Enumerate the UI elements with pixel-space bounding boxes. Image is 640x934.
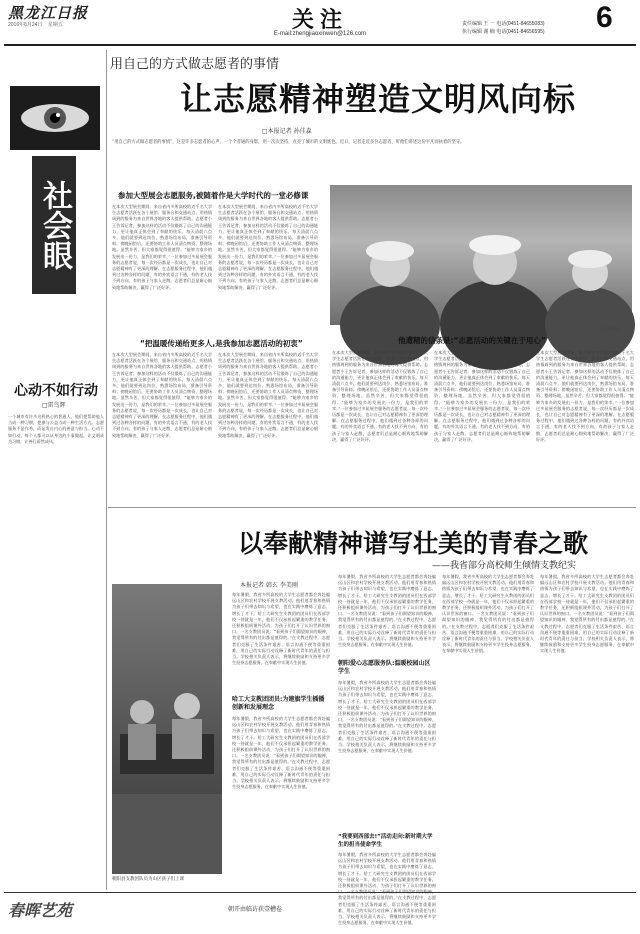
story2-headline: 以奉献精神谱写壮美的青春之歌	[238, 529, 589, 558]
story2-subtitle: ——我省部分高校师生倾情支教纪实	[432, 561, 577, 571]
volunteers-photo-icon	[330, 185, 632, 325]
issue-weekday: 星期五	[47, 22, 63, 28]
footer-rule	[4, 892, 636, 893]
story1-photo-caption: 他遭精的信条是:“志愿活动的关键在于用心”	[398, 336, 546, 345]
story2-col-b: 每年暑假，我省多所高校的大学生志愿者都会奔赴偏远山区和农村学校开展支教活动。他们用青春和热情为孩子们带去知识与希望，也在实践中磨炼了意志、增长了才干。哈工大研究生支教团的团员们在西部学校一待就是一年，他们不仅承担起繁重的教学任务，还积极组织课外活动，为孩子们打开了认识世界的窗口。一名支教团员说：“看到孩子们渴望知识的眼神，我觉得所有的付出都是值得的。”在支教过程中，志愿者们克服了生活条件艰苦、语言沟通不便等重重困难，用自己的实际行动诠释了新时代青年的责任与担当。学校相关负责人表示，将继续鼓励和支持更多学生投身志愿服务，在奉献中实现人生价值。	[338, 574, 436, 648]
editor-credits: 责任编辑 王 一 电话(0451-84655083) 执行编辑 谢 楠 电话(0451-84656595)	[462, 21, 545, 35]
story1-col-c: 在本次大型展会期间，来自省内多所高校的近千名大学生志愿者活跃在各个展馆、服务台和交通站点，用热情周到的服务为来自世界各地的客人提供帮助。志愿者小王告诉记者，参加这样的活动不仅锻炼了自己的沟通能力，更让他真正体会到了奉献的快乐。每天清晨六点多，他们就要到达岗位，熟悉场馆布局，准备引导资料；傍晚闭馆后，还要协助工作人员清点物资、整理场地。虽然辛苦，但大家都觉得很值得。“能够为家乡的发展出一份力，是我们的荣幸。”一位参加过多届展会服务的志愿者说，每一次经历都是一次成长，也让自己对志愿精神有了更深的理解。在志愿服务过程中，他们遇到过各种各样的问题，有的外宾语言不通，有的老人找不到方向，有的孩子与家人走散，志愿者们总是耐心细致地帮助解决，赢得了广泛好评。	[112, 352, 212, 438]
story1-kicker: 用自己的方式做志愿者的事情	[110, 57, 280, 72]
story1-photo	[330, 185, 632, 325]
masthead-rule	[4, 44, 636, 46]
story1-quote: “把温暖传递给更多人,是我参加志愿活动的初衷”	[140, 339, 303, 348]
commentary-author: □雷鸟辉	[42, 402, 66, 409]
story2-byline: 本报记者 韩玄 李美刚	[240, 582, 298, 589]
story1-intro: “用自己的方式做志愿者的事情”，这是许多志愿者的心声。一个个普通的身影，用一次次坚持，点亮了城市的文明底色。近日，记者走近多位志愿者，听他们讲述这份平凡而执着的坚守。	[112, 140, 465, 145]
story2-photo-caption: 朝阳县支教团队员为山区孩子们上课	[112, 877, 184, 882]
story2-col-c: 每年暑假，我省多所高校的大学生志愿者都会奔赴偏远山区和农村学校开展支教活动。他们用青春和热情为孩子们带去知识与希望，也在实践中磨炼了意志、增长了才干。哈工大研究生支教团的团员们在西部学校一待就是一年，他们不仅承担起繁重的教学任务，还积极组织课外活动，为孩子们打开了认识世界的窗口。一名支教团员说：“看到孩子们渴望知识的眼神，我觉得所有的付出都是值得的。”在支教过程中，志愿者们克服了生活条件艰苦、语言沟通不便等重重困难，用自己的实际行动诠释了新时代青年的责任与担当。学校相关负责人表示，将继续鼓励和支持更多学生投身志愿服务，在奉献中实现人生价值。	[442, 574, 534, 654]
story1-headline: 让志愿精神塑造文明风向标	[180, 80, 577, 118]
story1-col-g: 在本次大型展会期间，来自省内多所高校的近千名大学生志愿者活跃在各个展馆、服务台和交通站点，用热情周到的服务为来自世界各地的客人提供帮助。志愿者小王告诉记者，参加这样的活动不仅锻炼了自己的沟通能力，更让他真正体会到了奉献的快乐。每天清晨六点多，他们就要到达岗位，熟悉场馆布局，准备引导资料；傍晚闭馆后，还要协助工作人员清点物资、整理场地。虽然辛苦，但大家都觉得很值得。“能够为家乡的发展出一份力，是我们的荣幸。”一位参加过多届展会服务的志愿者说，每一次经历都是一次成长，也让自己对志愿精神有了更深的理解。在志愿服务过程中，他们遇到过各种各样的问题，有的外宾语言不通，有的老人找不到方向，有的孩子与家人走散，志愿者们总是耐心细致地帮助解决，赢得了广泛好评。	[536, 350, 634, 442]
section-email: E-mail:zhengjiaoxinwen@126.com	[273, 31, 367, 37]
story2-col-a: 每年暑假，我省多所高校的大学生志愿者都会奔赴偏远山区和农村学校开展支教活动。他们用青春和热情为孩子们带去知识与希望，也在实践中磨炼了意志、增长了才干。哈工大研究生支教团的团员们在西部学校一待就是一年，他们不仅承担起繁重的教学任务，还积极组织课外活动，为孩子们打开了认识世界的窗口。一名支教团员说：“看到孩子们渴望知识的眼神，我觉得所有的付出都是值得的。”在支教过程中，志愿者们克服了生活条件艰苦、语言沟通不便等重重困难，用自己的实际行动诠释了新时代青年的责任与担当。学校相关负责人表示，将继续鼓励和支持更多学生投身志愿服务，在奉献中实现人生价值。	[232, 592, 330, 666]
footer-logo: 春晖艺苑	[8, 901, 73, 920]
section-title: 关注	[291, 8, 348, 33]
story1-col-e: 在本次大型展会期间，来自省内多所高校的近千名大学生志愿者活跃在各个展馆、服务台和交通站点，用热情周到的服务为来自世界各地的客人提供帮助。志愿者小王告诉记者，参加这样的活动不仅锻炼了自己的沟通能力，更让他真正体会到了奉献的快乐。每天清晨六点多，他们就要到达岗位，熟悉场馆布局，准备引导资料；傍晚闭馆后，还要协助工作人员清点物资、整理场地。虽然辛苦，但大家都觉得很值得。“能够为家乡的发展出一份力，是我们的荣幸。”一位参加过多届展会服务的志愿者说，每一次经历都是一次成长，也让自己对志愿精神有了更深的理解。在志愿服务过程中，他们遇到过各种各样的问题，有的外宾语言不通，有的老人找不到方向，有的孩子与家人走散，志愿者们总是耐心细致地帮助解决，赢得了广泛好评。	[332, 350, 428, 442]
story1-col-f: 在本次大型展会期间，来自省内多所高校的近千名大学生志愿者活跃在各个展馆、服务台和交通站点，用热情周到的服务为来自世界各地的客人提供帮助。志愿者小王告诉记者，参加这样的活动不仅锻炼了自己的沟通能力，更让他真正体会到了奉献的快乐。每天清晨六点多，他们就要到达岗位，熟悉场馆布局，准备引导资料；傍晚闭馆后，还要协助工作人员清点物资、整理场地。虽然辛苦，但大家都觉得很值得。“能够为家乡的发展出一份力，是我们的荣幸。”一位参加过多届展会服务的志愿者说，每一次经历都是一次成长，也让自己对志愿精神有了更深的理解。在志愿服务过程中，他们遇到过各种各样的问题，有的外宾语言不通，有的老人找不到方向，有的孩子与家人走散，志愿者们总是耐心细致地帮助解决，赢得了广泛好评。	[434, 350, 530, 442]
story2-col-a2: 每年暑假，我省多所高校的大学生志愿者都会奔赴偏远山区和农村学校开展支教活动。他们用青春和热情为孩子们带去知识与希望，也在实践中磨炼了意志、增长了才干。哈工大研究生支教团的团员们在西部学校一待就是一年，他们不仅承担起繁重的教学任务，还积极组织课外活动，为孩子们打开了认识世界的窗口。一名支教团员说：“看到孩子们渴望知识的眼神，我觉得所有的付出都是值得的。”在支教过程中，志愿者们克服了生活条件艰苦、语言沟通不便等重重困难，用自己的实际行动诠释了新时代青年的责任与担当。学校相关负责人表示，将继续鼓励和支持更多学生投身志愿服务，在奉献中实现人生价值。	[232, 716, 330, 790]
column-title: 社会眼	[37, 180, 72, 270]
story1-col-a: 在本次大型展会期间，来自省内多所高校的近千名大学生志愿者活跃在各个展馆、服务台和交通站点，用热情周到的服务为来自世界各地的客人提供帮助。志愿者小王告诉记者，参加这样的活动不仅锻炼了自己的沟通能力，更让他真正体会到了奉献的快乐。每天清晨六点多，他们就要到达岗位，熟悉场馆布局，准备引导资料；傍晚闭馆后，还要协助工作人员清点物资、整理场地。虽然辛苦，但大家都觉得很值得。“能够为家乡的发展出一份力，是我们的荣幸。”一位参加过多届展会服务的志愿者说，每一次经历都是一次成长，也让自己对志愿精神有了更深的理解。在志愿服务过程中，他们遇到过各种各样的问题，有的外宾语言不通，有的老人找不到方向，有的孩子与家人走散，志愿者们总是耐心细致地帮助解决，赢得了广泛好评。	[112, 204, 212, 290]
footer-slogan: 朝开由临访获壹槽卷	[228, 906, 283, 913]
story2-subhead3: “我要到西部去!”活动走向:新时期大学生的担当使命学生	[338, 834, 433, 848]
page-number: 6	[596, 1, 613, 34]
story2-col-d: 每年暑假，我省多所高校的大学生志愿者都会奔赴偏远山区和农村学校开展支教活动。他们用青春和热情为孩子们带去知识与希望，也在实践中磨炼了意志、增长了才干。哈工大研究生支教团的团员们在西部学校一待就是一年，他们不仅承担起繁重的教学任务，还积极组织课外活动，为孩子们打开了认识世界的窗口。一名支教团员说：“看到孩子们渴望知识的眼神，我觉得所有的付出都是值得的。”在支教过程中，志愿者们克服了生活条件艰苦、语言沟通不便等重重困难，用自己的实际行动诠释了新时代青年的责任与担当。学校相关负责人表示，将继续鼓励和支持更多学生投身志愿服务，在奉献中实现人生价值。	[540, 574, 634, 654]
commentary-title: 心动不如行动	[14, 383, 98, 399]
story-divider	[108, 507, 636, 508]
story2-col-b3: 每年暑假，我省多所高校的大学生志愿者都会奔赴偏远山区和农村学校开展支教活动。他们用青春和热情为孩子们带去知识与希望，也在实践中磨炼了意志、增长了才干。哈工大研究生支教团的团员们在西部学校一待就是一年，他们不仅承担起繁重的教学任务，还积极组织课外活动，为孩子们打开了认识世界的窗 我觉得所有的付出都是值得的。”在支教过程中，志愿者们克服了生活条件艰苦、语言沟通不便等重重困难，用自己的实际行动诠释了新时代青年的责任与担当。学校相关负责人表示，将继续鼓励和支持更多学生投身志愿服务，在奉献中实现人生价值。	[338, 852, 436, 926]
sidebar-divider	[106, 50, 107, 890]
commentary-body: 一个城市有许多这样热心的普通人，他们把帮助他人当成一种习惯，把参与公益当成一种生活方式。志愿服务不是作秀，而是发自内心的善意与担当。心动不如行动，每个人都可以从身边的小事做起，让文明成为习惯，让善行蔚然成风。	[8, 414, 104, 444]
story2-photo	[112, 584, 222, 874]
story1-byline: □本报记者 孙佳森	[262, 128, 312, 135]
story1-photo-credit: 本报资料片	[598, 328, 621, 333]
eye-icon	[10, 86, 100, 150]
paper-logo: 黑龙江日报	[8, 4, 89, 22]
column-title-block	[32, 156, 76, 294]
sidebar-eye-photo	[10, 86, 100, 150]
story1-subhead: 参加大型展会志愿服务,被随着作是大学时代的一堂必修课	[118, 191, 309, 200]
story1-col-d: 在本次大型展会期间，来自省内多所高校的近千名大学生志愿者活跃在各个展馆、服务台和交通站点，用热情周到的服务为来自世界各地的客人提供帮助。志愿者小王告诉记者，参加这样的活动不仅锻炼了自己的沟通能力，更让他真正体会到了奉献的快乐。每天清晨六点多，他们就要到达岗位，熟悉场馆布局，准备引导资料；傍晚闭馆后，还要协助工作人员清点物资、整理场地。虽然辛苦，但大家都觉得很值得。“能够为家乡的发展出一份力，是我们的荣幸。”一位参加过多届展会服务的志愿者说，每一次经历都是一次成长，也让自己对志愿精神有了更深的理解。在志愿服务过程中，他们遇到过各种各样的问题，有的外宾语言不通，有的老人找不到方向，有的孩子与家人走散，志愿者们总是耐心细致地帮助解决，赢得了广泛好评。	[218, 352, 318, 438]
story2-subhead2: 朝阳爱心志愿服务队:温暖校园山区学生	[338, 660, 431, 675]
story2-col-b2: 每年暑假，我省多所高校的大学生志愿者都会奔赴偏远山区和农村学校开展支教活动。他们用青春和热情为孩子们带去知识与希望，也在实践中磨炼了意志、增长了才干。哈工大研究生支教团的团员们在西部学校一待就是一年，他们不仅承担起繁重的教学任务，还积极组织课外活动，为孩子们打开了认识世界的窗口。一名支教团员说：“看到孩子们渴望知识的眼神，我觉得所有的付出都是值得的。”在支教过程中，志愿者们克服了生活条件艰苦、语言沟通不便等重重困难，用自己的实际行动诠释了新时代青年的责任与担当。学校相关负责人表示，将继续鼓励和支持更多学生投身志愿服务，在奉献中实现人生价值。	[338, 680, 436, 754]
issue-date: 2016年6月24日	[8, 22, 43, 28]
story2-subhead1: 哈工大支教团团员:为建旗学生插播创新和发展理念	[232, 696, 325, 711]
masthead	[0, 0, 640, 44]
classroom-photo-icon	[112, 584, 222, 874]
story1-col-b: 在本次大型展会期间，来自省内多所高校的近千名大学生志愿者活跃在各个展馆、服务台和交通站点，用热情周到的服务为来自世界各地的客人提供帮助。志愿者小王告诉记者，参加这样的活动不仅锻炼了自己的沟通能力，更让他真正体会到了奉献的快乐。每天清晨六点多，他们就要到达岗位，熟悉场馆布局，准备引导资料；傍晚闭馆后，还要协助工作人员清点物资、整理场地。虽然辛苦，但大家都觉得很值得。“能够为家乡的发展出一份力，是我们的荣幸。”一位参加过多届展会服务的志愿者说，每一次经历都是一次成长，也让自己对志愿精神有了更深的理解。在志愿服务过程中，他们遇到过各种各样的问题，有的外宾语言不通，有的老人找不到方向，有的孩子与家人走散，志愿者们总是耐心细致地帮助解决，赢得了广泛好评。	[218, 204, 318, 290]
